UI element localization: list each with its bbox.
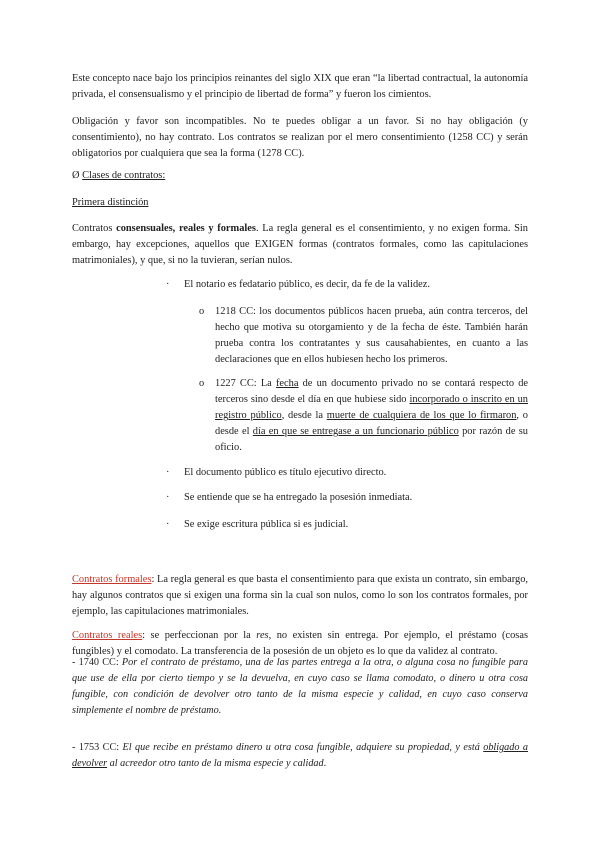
circle-bullet-icon: o <box>199 306 205 317</box>
reales-label: Contratos reales <box>72 630 143 641</box>
bullet-text: Se entiende que se ha entregado la posesión inmediata. <box>184 492 413 503</box>
art1740-text: Por el contrato de préstamo, una de las partes entrega a la otra, o alguna cosa no fungible para que use de ella por cierto tiempo y se la devuelva, en cuyo caso se llama comodato, o dinero u otra cosa fungible, con condición de devolver otro tanto de la misma especie y calidad, en cuyo caso conserva simplemente el nombre de préstamo. <box>72 657 528 716</box>
sub-item-text: 1218 CC: los documentos públicos hacen prueba, aún contra terceros, del hecho que motiva su otorgamiento y de la fecha de éste. También harán prueba contra los contratantes y sus causahabientes, en cuanto a las declaraciones que en ellos hubiesen hecho los primeros. <box>215 306 528 365</box>
bullet-text: El notario es fedatario público, es decir, da fe de la validez. <box>184 279 430 290</box>
art1740-lead: - 1740 CC: <box>72 657 122 668</box>
contratos-formales-paragraph <box>72 572 528 620</box>
primera-distincion-heading: Primera distinción <box>72 197 149 208</box>
bullet-text: Se exige escritura pública si es judicial. <box>184 519 349 530</box>
contratos-rest: . La regla general es el consentimiento, y no exigen forma. Sin embargo, hay excepciones, aquellos que EXIGEN formas (contratos formales, como las capitulaciones matrimoniales), y que, si no la tuvieran, serían nulos. <box>72 223 529 266</box>
sub-item-text <box>215 376 528 456</box>
bullet-dot-icon: · <box>166 467 170 478</box>
s1227-a: 1227 CC: La <box>215 378 276 389</box>
circle-bullet-icon: o <box>199 378 205 389</box>
clases-heading <box>72 168 528 184</box>
arrow-bullet-icon: Ø <box>72 170 80 181</box>
clases-label: Clases de contratos: <box>82 170 166 181</box>
term-reales: reales <box>178 223 205 234</box>
bullet-text: El documento público es título ejecutivo directo. <box>184 467 387 478</box>
term-comma: , <box>172 223 179 234</box>
art1753-lead: - 1753 CC: <box>72 742 123 753</box>
s1227-e: por razón de su oficio. <box>215 426 528 453</box>
intro-paragraph-2: Obligación y favor son incompatibles. No te puedes obligar a un favor. Si no hay obligación (y consentimiento), no hay contrato. Los contratos se realizan por el mero consentimiento (1258 CC) y serán obligatorios por cualquiera que sea la forma (1278 CC). <box>72 116 528 159</box>
bullet-dot-icon: · <box>166 279 170 290</box>
s1227-b: de un documento privado no se contará respecto de terceros sino desde el día en que hubiese sido <box>215 378 528 405</box>
reales-res: res <box>256 630 269 641</box>
formales-rest: : La regla general es que basta el consentimiento para que exista un contrato, sin embargo, hay algunos contratos que si exigen una forma sin la cual son nulos, como lo son los contratos formales, por ejemplo, las capitulaciones matrimoniales. <box>72 574 528 617</box>
article-1740-quote <box>72 655 528 719</box>
art1753-a: El que recibe en préstamo dinero u otra cosa fungible, adquiere su propiedad, y está <box>122 742 484 753</box>
intro-paragraph-1: Este concepto nace bajo los principios reinantes del siglo XIX que eran “la libertad contractual, la autonomía privada, el consensualismo y el principio de libertad de forma” y fueron los cimientos. <box>72 73 528 100</box>
s1227-c: , desde la <box>281 410 327 421</box>
s1227-dia: día en que se entregase a un funcionario público <box>252 426 459 437</box>
term-consensuales: consensuales <box>116 223 173 234</box>
s1227-muerte: muerte de cualquiera de los que lo firmaron <box>326 410 517 421</box>
reales-a: : se perfeccionan por la <box>142 630 257 641</box>
term-formales: formales <box>217 223 256 234</box>
contratos-paragraph <box>72 221 528 269</box>
formales-label: Contratos formales <box>72 574 152 585</box>
bullet-dot-icon: · <box>166 519 170 530</box>
term-y: y <box>204 223 218 234</box>
s1227-fecha: fecha <box>275 378 299 389</box>
s1227-d: , o desde el <box>215 410 528 437</box>
contratos-lead: Contratos <box>72 223 117 234</box>
art1753-b: al acreedor otro tanto de la misma especie y calidad <box>107 758 324 769</box>
reales-b: , no existen sin entrega. Por ejemplo, el préstamo (cosas fungibles) y el comodato. La transferencia de la posesión de un objeto es lo que da validez al contrato. <box>72 630 529 657</box>
bullet-dot-icon: · <box>166 492 170 503</box>
s1227-incorporado: incorporado o inscrito en un registro público <box>215 394 529 421</box>
article-1753-quote <box>72 740 528 772</box>
art1753-c: . <box>323 758 327 769</box>
art1753-obligado: obligado a devolver <box>72 742 528 769</box>
